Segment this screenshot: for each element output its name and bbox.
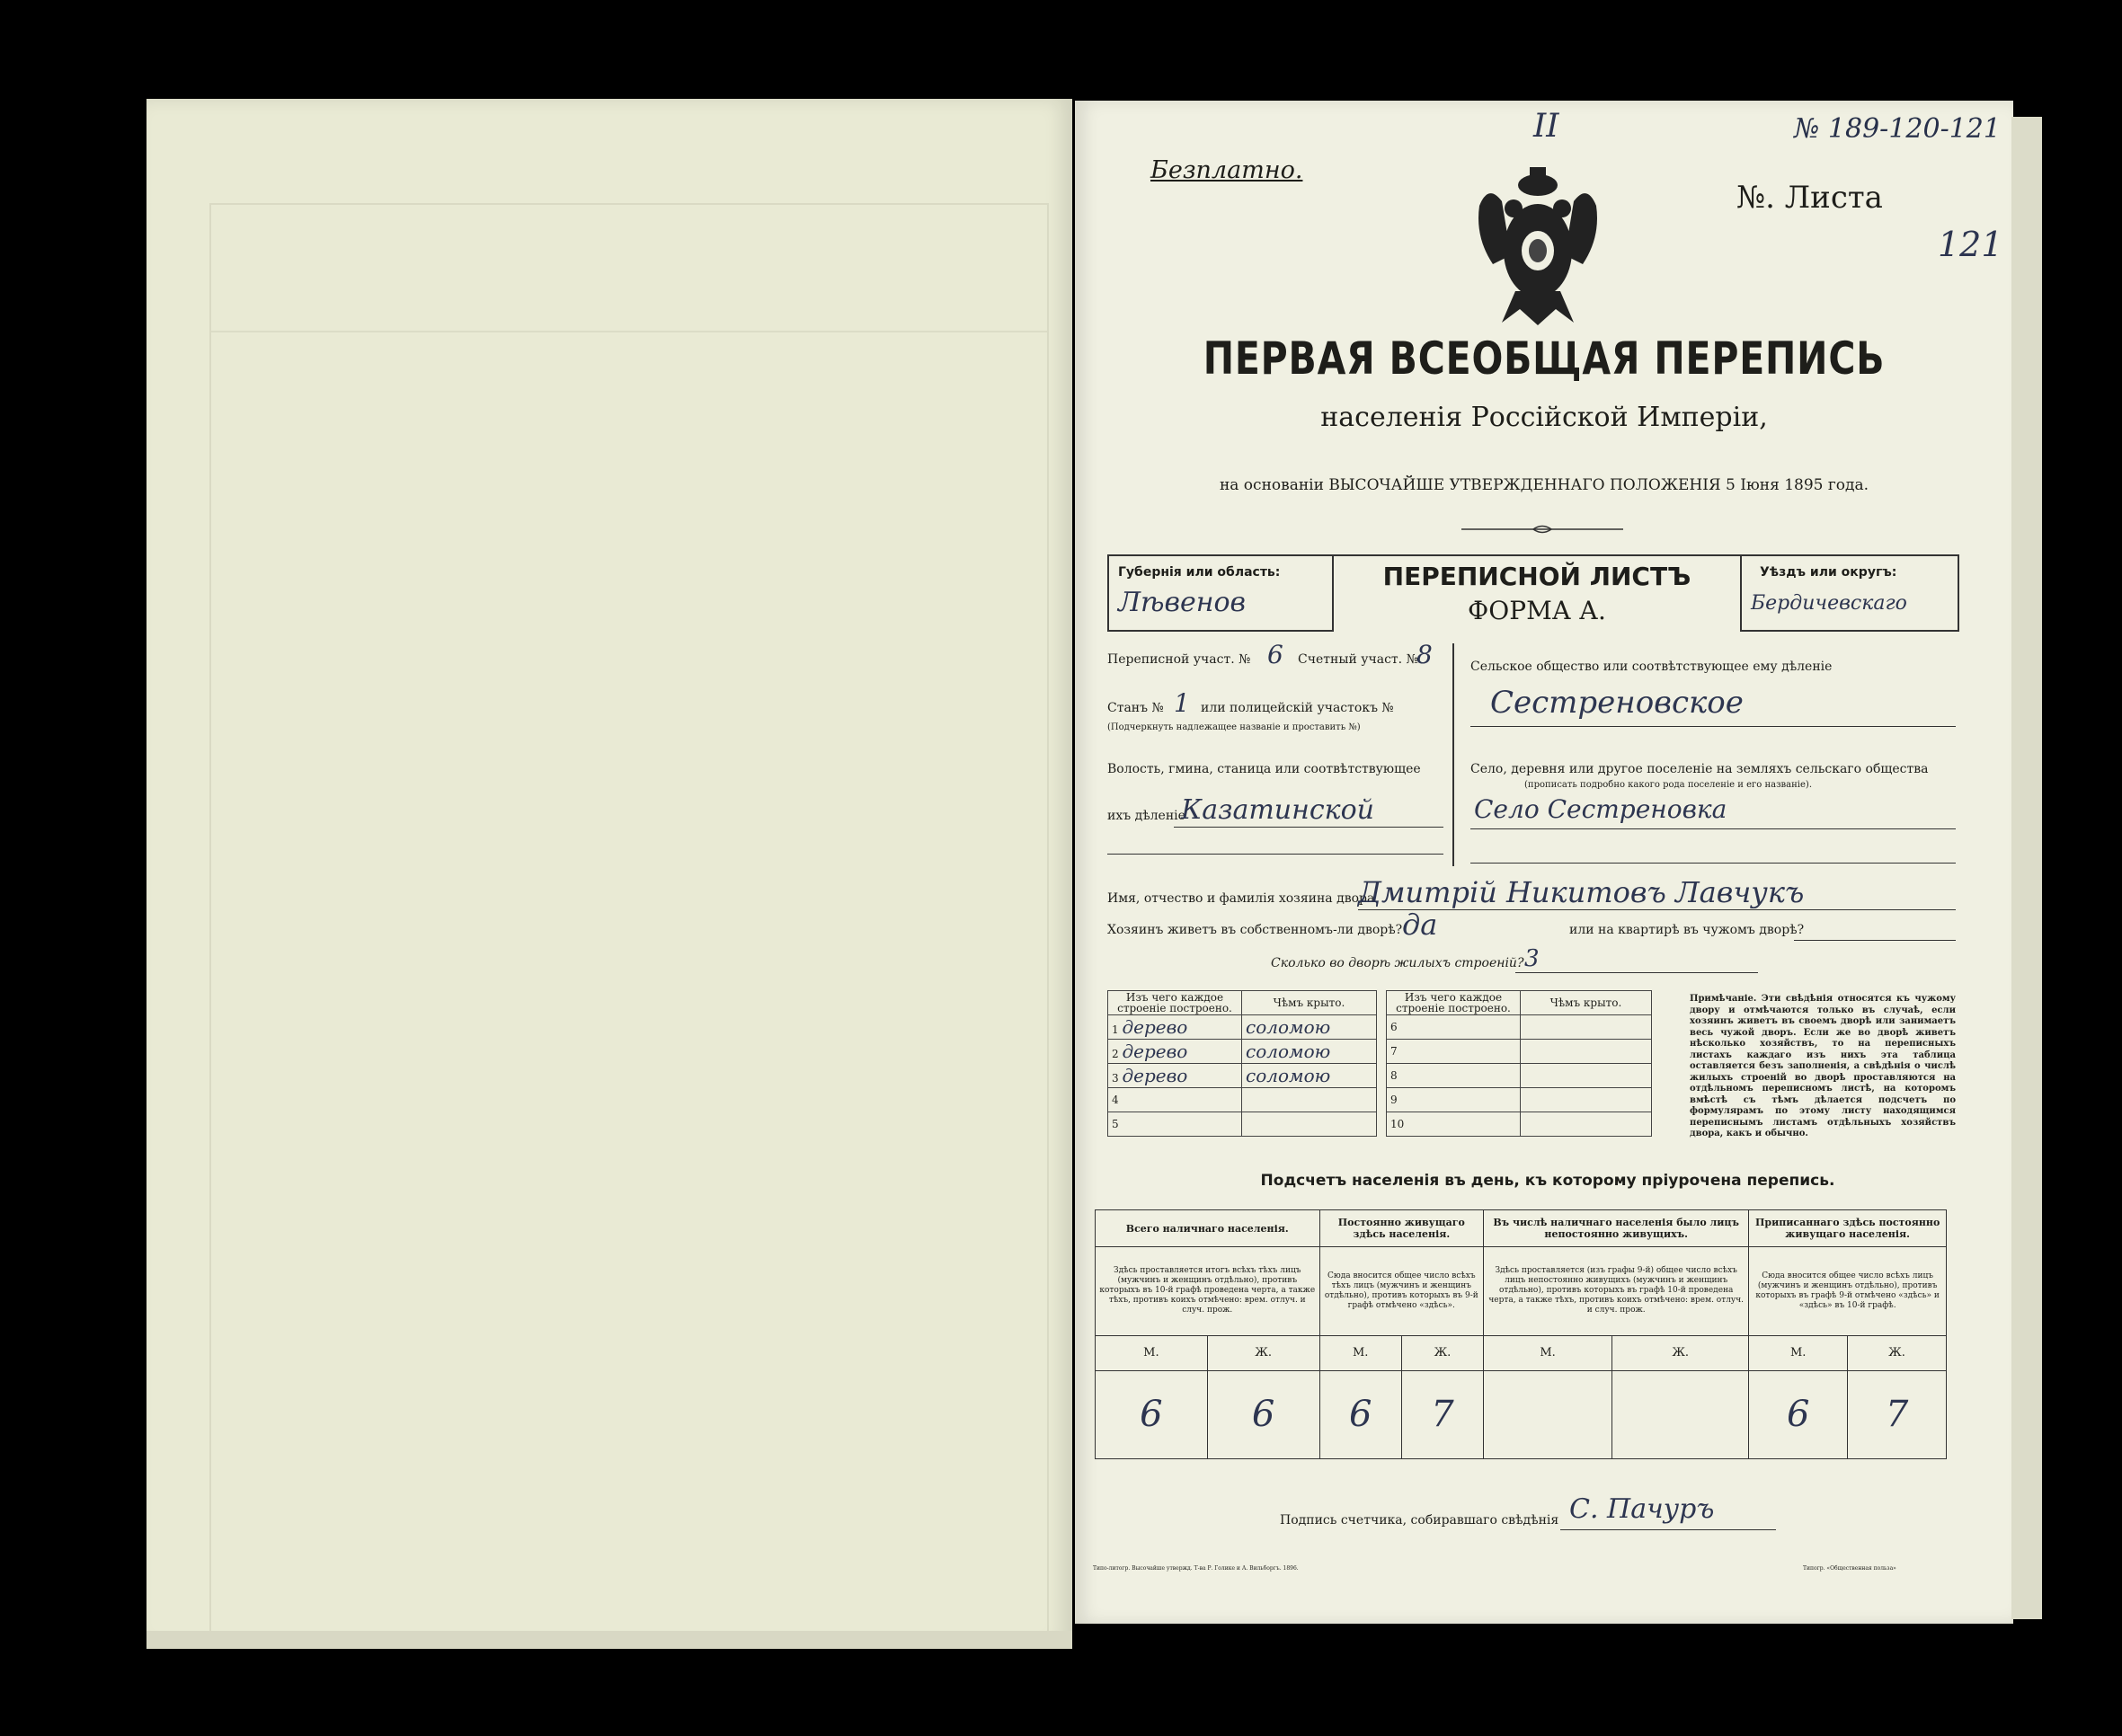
location-divider: [1452, 643, 1454, 866]
building-row-number: 8: [1387, 1064, 1521, 1088]
pop-value-cell: 7: [1848, 1370, 1947, 1459]
pop-value-cell: 7: [1401, 1370, 1483, 1459]
pop-col2-desc: Сюда вносится общее число всѣхъ тѣхъ лицъ (мужчинъ и женщинъ отдѣльно), противъ которыхъ въ 9-й графѣ отмѣчено «здѣсь».: [1319, 1247, 1484, 1335]
pop-col3-desc: Здѣсь проставляется (изъ графы 9-й) общее число всѣхъ лицъ непостоянно живущихъ (мужчинъ и женщинъ отдѣльно), противъ которыхъ въ графѣ 10-й проведена черта, а также тѣхъ, противъ коихъ отмѣчено: врем. отлуч. и случ. прож.: [1484, 1247, 1749, 1335]
building-row-number: 9: [1387, 1088, 1521, 1112]
census-subtitle: населенія Россійской Имперіи,: [1320, 402, 1768, 433]
volost-value: Казатинской: [1181, 794, 1374, 826]
pop-f-header: Ж.: [1848, 1335, 1947, 1370]
signature-underline: [1560, 1529, 1776, 1530]
imperial-eagle-emblem: [1470, 165, 1605, 327]
population-heading: Подсчетъ населенія въ день, къ которому пріурочена перепись.: [1260, 1172, 1835, 1190]
police-section-label: или полицейскій участокъ №: [1201, 701, 1394, 715]
building-row-number: 1: [1112, 1023, 1119, 1036]
pop-m-header: М.: [1319, 1335, 1401, 1370]
building-row-number: 7: [1387, 1040, 1521, 1064]
village-underline: [1470, 828, 1956, 829]
building-row: [1387, 1015, 1652, 1040]
owner-name-underline: [1358, 909, 1956, 910]
form-title-box: [1332, 554, 1742, 630]
pop-m-header: М.: [1484, 1335, 1612, 1370]
population-count-table: [1095, 1209, 1947, 1459]
corner-pencil-mark: II: [1533, 108, 1559, 145]
pop-value-cell: 6: [1207, 1370, 1319, 1459]
province-box: [1107, 554, 1334, 632]
census-form-page: [1075, 101, 2013, 1624]
building-material: дерево: [1122, 1041, 1188, 1062]
signature-label: Подпись счетчика, собиравшаго свѣдѣнія: [1280, 1513, 1559, 1528]
own-house-label: Хозяинъ живетъ въ собственномъ-ли дворѣ?: [1107, 923, 1403, 937]
society-label: Сельское общество или соотвѣтствующее ему дѣленіе: [1470, 660, 1833, 674]
district-box: [1740, 554, 1959, 632]
archive-number: № 189-120-121: [1794, 113, 2001, 145]
buildings-count-value: 3: [1524, 945, 1540, 972]
buildings-col-roof: Чѣмъ крыто.: [1242, 991, 1377, 1015]
buildings-col-material-2: Изъ чего каждое строеніе построено.: [1387, 991, 1521, 1015]
volost-label-2: ихъ дѣленіе: [1107, 809, 1185, 823]
pop-value-cell: 6: [1319, 1370, 1401, 1459]
buildings-table-right: [1386, 990, 1652, 1137]
census-legal-basis: на основаніи ВЫСОЧАЙШЕ УТВЕРЖДЕННАГО ПОЛОЖЕНІЯ 5 Іюня 1895 года.: [1219, 476, 1869, 494]
buildings-table-left: [1107, 990, 1377, 1137]
pop-col1-desc: Здѣсь проставляется итогъ всѣхъ тѣхъ лицъ (мужчинъ и женщинъ отдѣльно), противъ которыхъ въ 10-й графѣ проведена черта, а также тѣхъ, противъ коихъ отмѣчено: врем. отлуч. и случ. прож.: [1096, 1247, 1320, 1335]
pop-m-header: М.: [1096, 1335, 1208, 1370]
printer-footer-right: Типогр. «Общественная польза»: [1803, 1565, 1896, 1572]
building-row: [1387, 1064, 1652, 1088]
form-title-line1: ПЕРЕПИСНОЙ ЛИСТЪ: [1382, 562, 1691, 591]
pop-value-cell: [1484, 1370, 1612, 1459]
decorative-ornament: [1461, 523, 1623, 536]
left-page-edge: [146, 1631, 1072, 1649]
building-roof: соломою: [1242, 1064, 1377, 1088]
building-row: [1108, 1088, 1377, 1112]
village-underline-2: [1470, 863, 1956, 864]
pop-col2-title: Постоянно живущаго здѣсь населенія.: [1319, 1210, 1484, 1247]
pop-value-cell: [1612, 1370, 1749, 1459]
building-row: [1108, 1015, 1377, 1040]
village-value: Село Сестреновка: [1474, 794, 1727, 824]
faint-show-through-grid: [209, 203, 1049, 1635]
province-label: Губернія или область:: [1118, 565, 1281, 580]
volost-underline: [1174, 827, 1443, 828]
buildings-note: Примѣчаніе. Эти свѣдѣнія относятся къ чужому двору и отмѣчаются только въ случаѣ, если хозяинъ живетъ въ своемъ дворѣ или занимаетъ весь чужой дворъ. Если же во дворѣ живетъ нѣсколько хозяйствъ, то на переписныхъ листахъ каждаго изъ нихъ эта таблица оставляется безъ заполненія, а свѣдѣнія о числѣ жилыхъ строеній во дворѣ проставляются на отдѣльномъ переписномъ листѣ, на которомъ вмѣстѣ съ тѣмъ дѣлается подсчетъ по формулярамъ по этому листу находящимся переписнымъ листамъ отдѣльныхъ хозяйствъ двора, какъ и обычно.: [1690, 994, 1956, 1138]
volost-label: Волость, гмина, станица или соотвѣтствующее: [1107, 762, 1421, 776]
census-title: ПЕРВАЯ ВСЕОБЩАЯ ПЕРЕПИСЬ: [1203, 332, 1886, 385]
society-value: Сестреновское: [1490, 685, 1744, 721]
village-note: (прописать подробно какого рода поселеніе и его названіе).: [1524, 780, 1812, 790]
sheet-number-value: 121: [1938, 225, 2003, 264]
stan-label: Станъ №: [1107, 701, 1164, 715]
right-page-edge: [2011, 117, 2042, 1619]
census-section-value: 6: [1267, 640, 1283, 669]
building-row-number: 4: [1112, 1094, 1119, 1106]
rent-label: или на квартирѣ въ чужомъ дворѣ?: [1569, 923, 1805, 937]
building-material: дерево: [1122, 1065, 1188, 1086]
pop-col1-title: Всего наличнаго населенія.: [1096, 1210, 1320, 1247]
building-row-number: 2: [1112, 1048, 1119, 1060]
stan-value: 1: [1174, 688, 1190, 718]
own-house-value: да: [1402, 908, 1438, 942]
village-label: Село, деревня или другое поселеніе на земляхъ сельскаго общества: [1470, 762, 1929, 776]
owner-name-value: Дмитрій Никитовъ Лавчукъ: [1358, 875, 1805, 909]
building-row-number: 6: [1387, 1015, 1521, 1040]
pop-col4-desc: Сюда вносится общее число всѣхъ лицъ (мужчинъ и женщинъ отдѣльно), противъ которыхъ въ графѣ 9-й отмѣчено «здѣсь» и «здѣсь» въ 10-й графѣ.: [1749, 1247, 1947, 1335]
rent-underline: [1794, 940, 1956, 941]
district-value: Бердичевскаго: [1751, 592, 1907, 615]
buildings-count-underline: [1515, 972, 1758, 973]
counting-section-value: 8: [1416, 640, 1433, 669]
printer-footer-left: Типо-литогр. Высочайше утвержд. Т-ва Р. Голике и А. Вильборгъ. 1896.: [1093, 1565, 1299, 1572]
building-row: [1108, 1040, 1377, 1064]
free-label: Безплатно.: [1150, 156, 1303, 184]
building-row: [1108, 1064, 1377, 1088]
volost-underline-2: [1107, 854, 1443, 855]
census-section-label: Переписной участ. №: [1107, 652, 1251, 667]
building-row: [1387, 1040, 1652, 1064]
building-row-number: 3: [1112, 1072, 1119, 1085]
pop-value-cell: 6: [1749, 1370, 1848, 1459]
pop-m-header: М.: [1749, 1335, 1848, 1370]
province-value: Лѣвенов: [1118, 587, 1247, 618]
left-page-blank: [146, 99, 1072, 1646]
building-roof: соломою: [1242, 1015, 1377, 1040]
pop-f-header: Ж.: [1207, 1335, 1319, 1370]
building-row: [1387, 1088, 1652, 1112]
building-row-number: 10: [1387, 1112, 1521, 1137]
counting-section-label: Счетный участ. №: [1298, 652, 1418, 667]
society-underline: [1470, 726, 1956, 727]
building-row: [1108, 1112, 1377, 1137]
pop-f-header: Ж.: [1401, 1335, 1483, 1370]
pop-f-header: Ж.: [1612, 1335, 1749, 1370]
buildings-count-label: Сколько во дворѣ жилыхъ строеній?: [1271, 956, 1524, 970]
district-label: Уѣздъ или округъ:: [1760, 565, 1897, 580]
building-roof: соломою: [1242, 1040, 1377, 1064]
building-material: дерево: [1122, 1016, 1188, 1038]
signature-value: С. Пачуръ: [1569, 1493, 1715, 1525]
building-row: [1387, 1112, 1652, 1137]
owner-name-label: Имя, отчество и фамилія хозяина двора: [1107, 891, 1375, 906]
pop-value-cell: 6: [1096, 1370, 1208, 1459]
pop-col4-title: Приписаннаго здѣсь постоянно живущаго населенія.: [1749, 1210, 1947, 1247]
buildings-col-material: Изъ чего каждое строеніе построено.: [1108, 991, 1242, 1015]
building-row-number: 5: [1112, 1118, 1119, 1130]
form-title-line2: ФОРМА А.: [1468, 596, 1606, 625]
buildings-col-roof-2: Чѣмъ крыто.: [1521, 991, 1652, 1015]
pop-col3-title: Въ числѣ наличнаго населенія было лицъ непостоянно живущихъ.: [1484, 1210, 1749, 1247]
police-note: (Подчеркнуть надлежащее названіе и проставить №): [1107, 722, 1361, 732]
sheet-number-label: №. Листа: [1736, 180, 1883, 216]
